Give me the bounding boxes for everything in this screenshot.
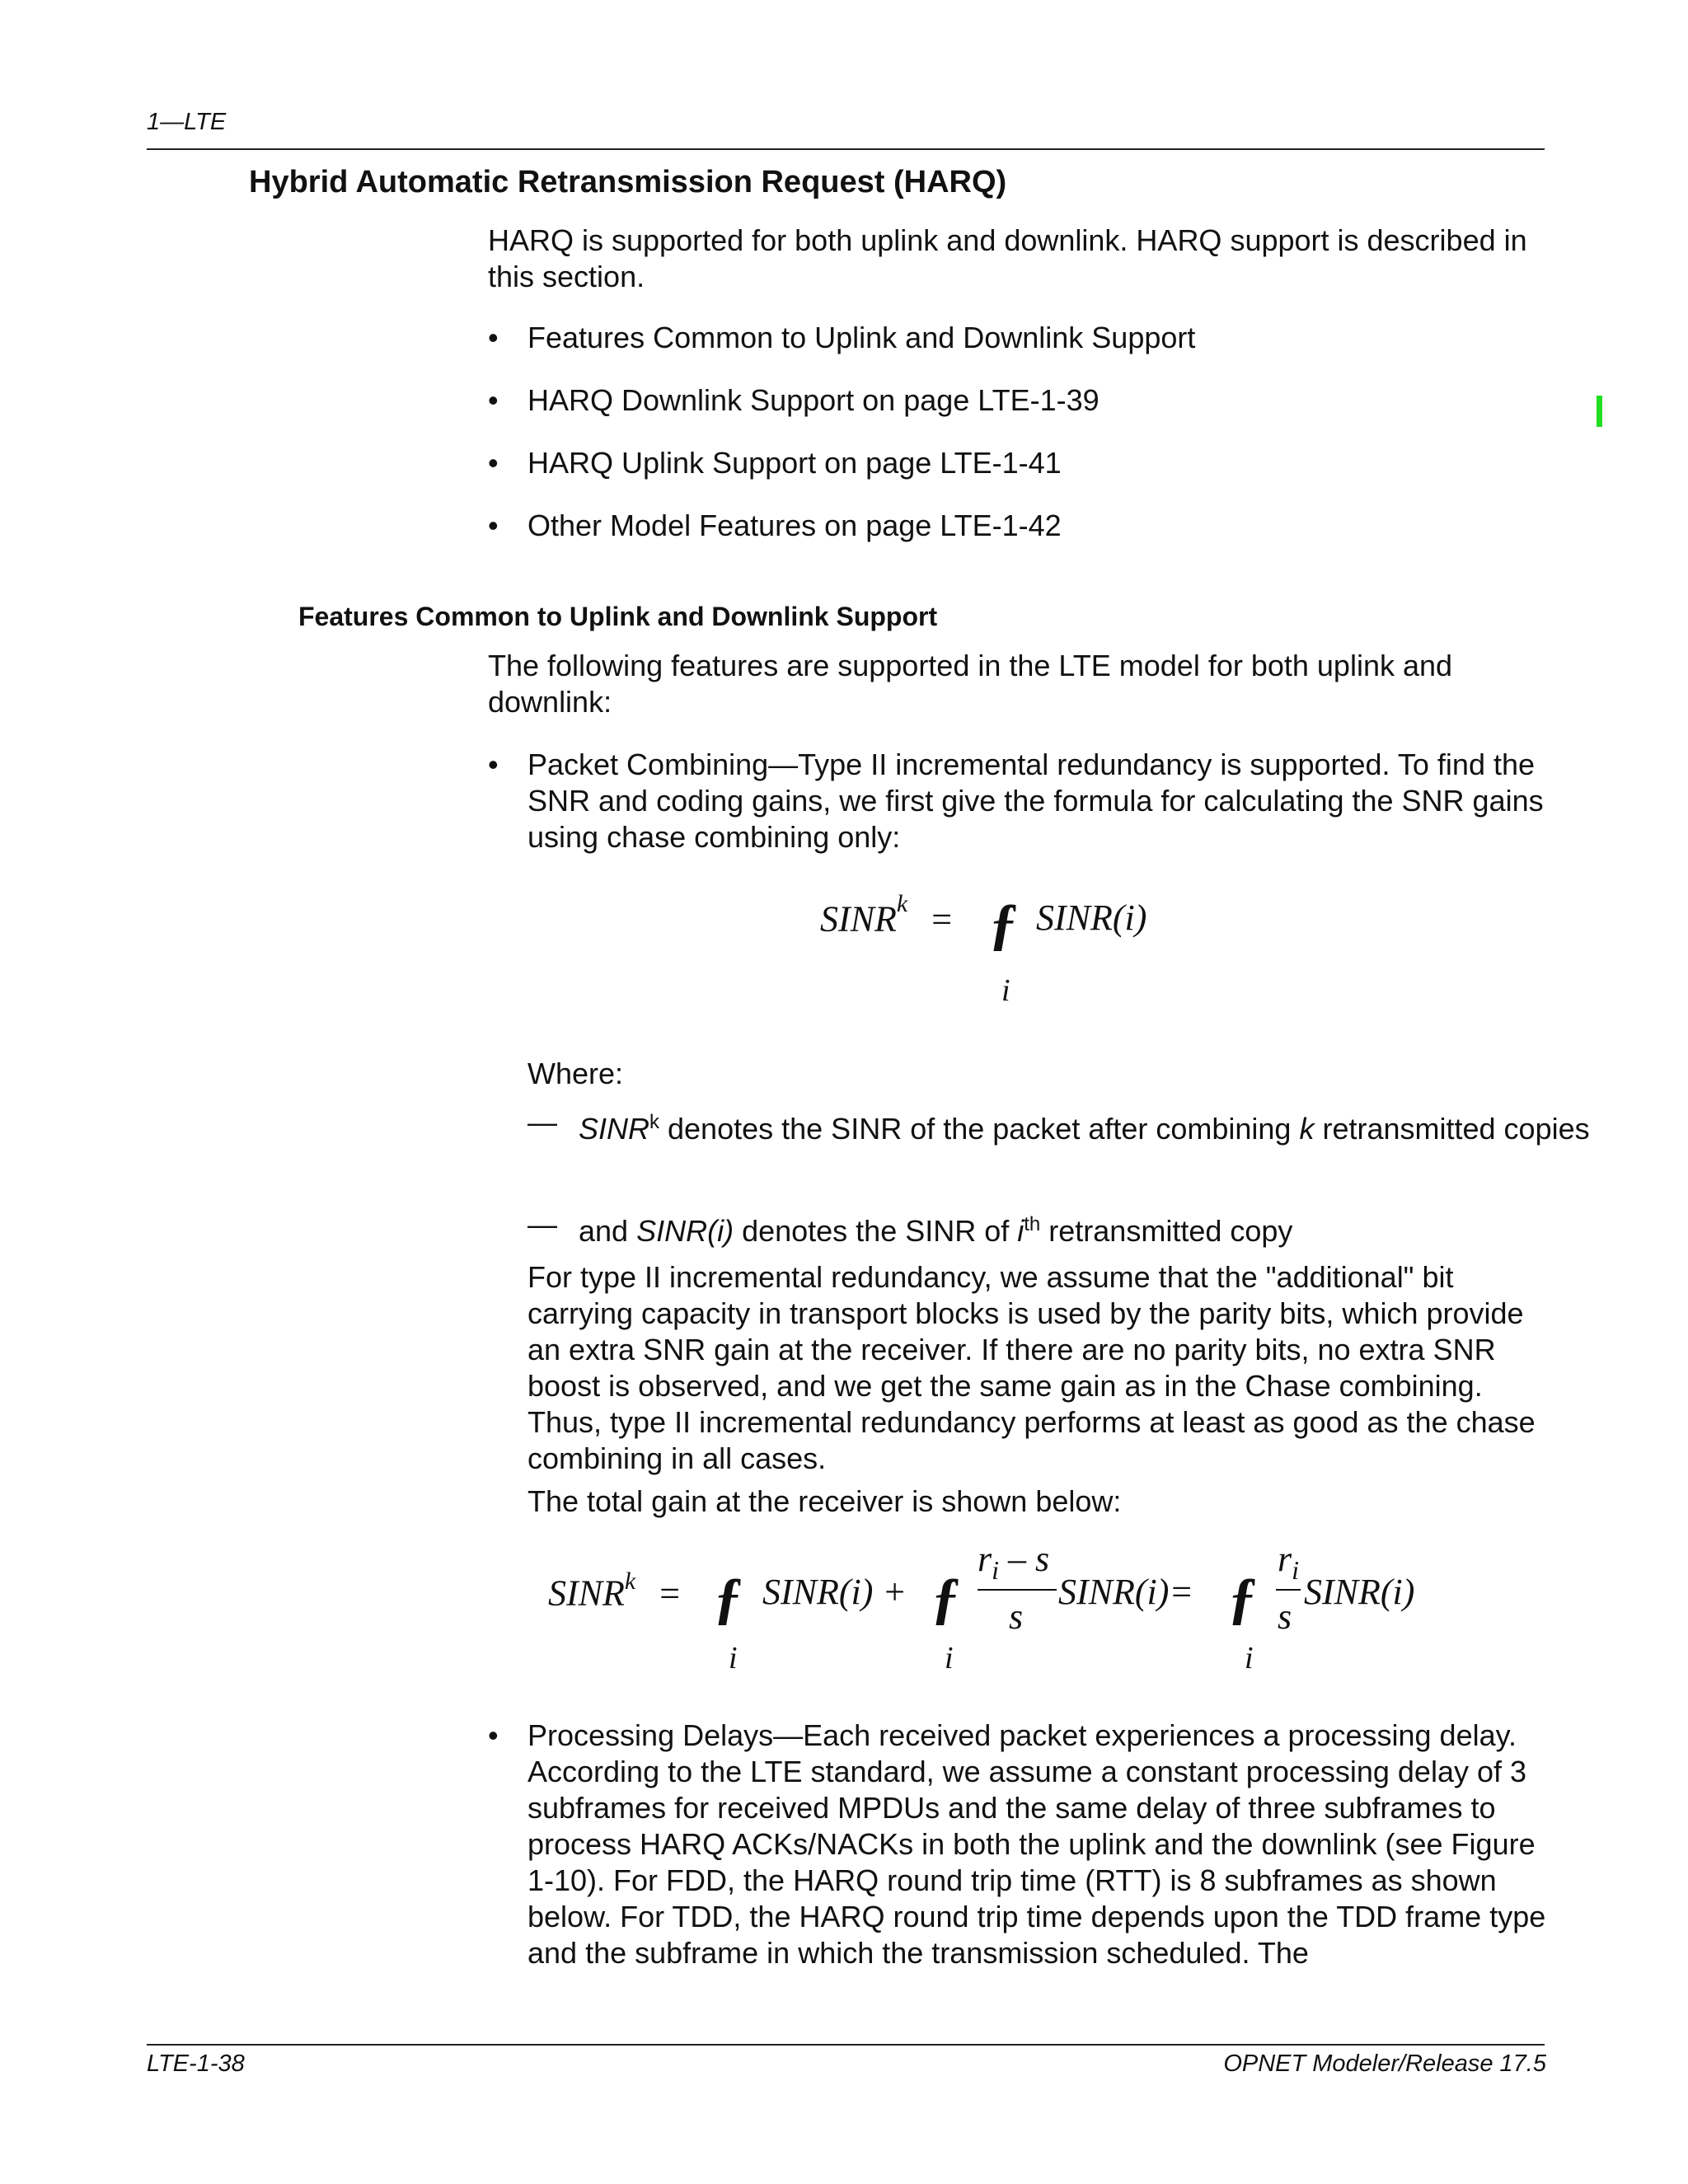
footer-product: OPNET Modeler/Release 17.5 <box>1223 2050 1546 2077</box>
frac2-numerator <box>1278 1538 1299 1586</box>
list-item[interactable] <box>488 382 1551 419</box>
eq2-equals: = <box>659 1572 681 1614</box>
eq2-sum-sub-1: i <box>729 1641 738 1675</box>
eq2-term-1: SINR(i) + <box>762 1572 907 1612</box>
frac1-num-rest: – s <box>999 1539 1050 1579</box>
def1-var: k <box>1299 1112 1315 1146</box>
running-header: 1—LTE <box>147 109 227 135</box>
header-rule <box>147 148 1545 150</box>
def1-term: SINR <box>579 1112 650 1146</box>
bullet-icon: • <box>488 748 499 781</box>
frac1-num-sub: i <box>992 1554 1000 1585</box>
eq2-lhs-sup: k <box>624 1568 636 1595</box>
sum-icon: ƒ <box>931 1567 960 1630</box>
eq2-lhs: SINR <box>548 1572 625 1614</box>
frac2-num-sub: i <box>1292 1554 1300 1585</box>
frac2-num-r: r <box>1278 1539 1292 1579</box>
def2-var-sup: th <box>1024 1213 1041 1235</box>
bullet-icon: • <box>488 446 499 480</box>
eq2-sum-sub-3: i <box>1245 1641 1254 1675</box>
list-item[interactable] <box>488 320 1551 356</box>
def1-term-sup: k <box>649 1111 660 1133</box>
dash-icon: — <box>528 1207 557 1241</box>
eq2-sum-sub-2: i <box>945 1641 954 1675</box>
dash-icon: — <box>528 1105 557 1139</box>
link-text[interactable]: Features Common to Uplink and Downlink Support <box>528 321 1196 354</box>
bullet-text: Packet Combining—Type II incremental redundancy is supported. To find the SNR and coding gains, we first give the formula for calculating the SNR gains using chase combining only: <box>528 748 1544 854</box>
eq2-term-3: SINR(i) <box>1304 1572 1415 1612</box>
equation-1 <box>820 890 967 940</box>
frac1-num-r: r <box>978 1539 992 1579</box>
footer-rule <box>147 2044 1545 2046</box>
eq1-sum-sub: i <box>1001 973 1010 1008</box>
frac2-bar <box>1276 1589 1301 1591</box>
bullet-icon: • <box>488 383 499 417</box>
feature-list-2 <box>488 1718 1551 1971</box>
eq2-term-2: SINR(i)= <box>1058 1572 1194 1612</box>
list-item[interactable] <box>488 508 1551 544</box>
link-text[interactable]: HARQ Downlink Support on page LTE-1-39 <box>528 383 1100 417</box>
list-item <box>488 747 1551 855</box>
def2-var: i <box>1017 1214 1025 1248</box>
sum-icon: ƒ <box>714 1567 743 1630</box>
section-intro: HARQ is supported for both uplink and downlink. HARQ support is described in this section. <box>488 223 1527 293</box>
type2-paragraph: For type II incremental redundancy, we assume that the "additional" bit carrying capacity in transport blocks is used by the parity bits, which provide an extra SNR gain at the receiver. If there are no parity bits, no extra SNR boost is observed, and we get the same gain as in the Chase combining. Thus, type II incremental redundancy performs at least as good as the chase combining in all cases. <box>528 1260 1536 1475</box>
page-number: LTE-1-38 <box>147 2050 245 2077</box>
def2-prefix: and <box>579 1214 637 1248</box>
list-item[interactable] <box>488 445 1551 481</box>
eq1-rhs: SINR(i) <box>1036 898 1147 938</box>
sum-icon: ƒ <box>1228 1567 1257 1630</box>
bullet-icon: • <box>488 321 499 354</box>
subsection-intro: The following features are supported in the LTE model for both uplink and downlink: <box>488 649 1453 719</box>
sum-icon: ƒ <box>989 893 1018 956</box>
frac1-denominator: s <box>1009 1596 1024 1637</box>
eq2-lhs-group <box>548 1568 695 1615</box>
bullet-icon: • <box>488 1718 499 1752</box>
definition-1 <box>528 1104 1601 1147</box>
section-link-list <box>488 320 1551 544</box>
list-item <box>488 1718 1551 1971</box>
def1-text-b: retransmitted copies <box>1314 1112 1590 1146</box>
def2-text-a: denotes the SINR of <box>734 1214 1018 1248</box>
link-text[interactable]: HARQ Uplink Support on page LTE-1-41 <box>528 446 1062 480</box>
definition-2 <box>528 1207 1601 1249</box>
section-title: Hybrid Automatic Retransmission Request (HARQ) <box>249 165 1007 199</box>
change-bar <box>1597 396 1602 427</box>
def1-text-a: denotes the SINR of the packet after combining <box>659 1112 1300 1146</box>
frac1-numerator <box>978 1538 1049 1586</box>
total-gain-text: The total gain at the receiver is shown below: <box>528 1484 1122 1518</box>
bullet-icon: • <box>488 509 499 542</box>
eq1-lhs-sup: k <box>896 890 908 917</box>
eq1-equals: = <box>931 898 953 940</box>
frac2-denominator: s <box>1278 1596 1292 1637</box>
frac1-bar <box>978 1589 1057 1591</box>
subsection-title: Features Common to Uplink and Downlink Support <box>298 602 938 631</box>
feature-list-1 <box>488 747 1551 855</box>
bullet-text: Processing Delays—Each received packet experiences a processing delay. According to the LTE standard, we assume a constant processing delay of 3 subframes for received MPDUs and the same delay of three subframes to process HARQ ACKs/NACKs in both the uplink and the downlink (see Figure 1-10). For FDD, the HARQ round trip time (RTT) is 8 subframes as shown below. For TDD, the HARQ round trip time depends upon the TDD frame type and the subframe in which the transmission scheduled. The <box>528 1718 1546 1970</box>
link-text[interactable]: Other Model Features on page LTE-1-42 <box>528 509 1062 542</box>
where-label: Where: <box>528 1057 624 1090</box>
def2-text-b: retransmitted copy <box>1040 1214 1293 1248</box>
eq1-lhs: SINR <box>820 898 897 940</box>
def2-term: SINR(i) <box>636 1214 734 1248</box>
